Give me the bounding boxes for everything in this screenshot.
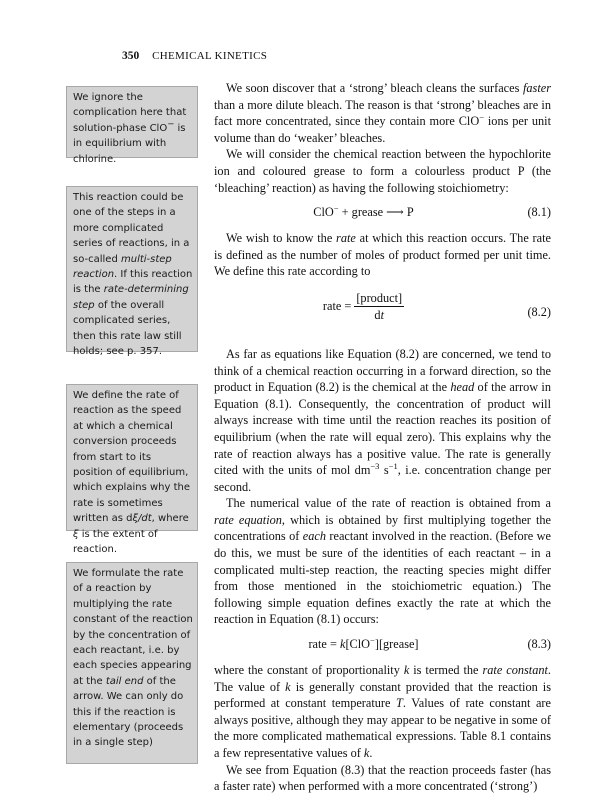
text-run: . The value of <box>214 663 551 694</box>
italic-text: each <box>302 529 326 544</box>
margin-note <box>66 384 198 556</box>
text-run: . <box>369 746 373 760</box>
fraction-denominator: dt <box>374 307 384 322</box>
text-run: s <box>379 463 389 478</box>
italic-text: rate-determining step <box>73 284 189 311</box>
running-title: CHEMICAL KINETICS <box>152 50 268 62</box>
equation <box>214 204 551 226</box>
equation <box>214 290 551 336</box>
text-run: is the extent of reaction. <box>73 528 158 556</box>
italic-text: k <box>403 663 410 678</box>
text-run: is generally constant provided that the reaction is performed at constant temperature <box>214 679 552 711</box>
margin-note <box>66 186 198 358</box>
superscript: −3 <box>370 461 380 471</box>
text-run: [ClO <box>345 637 371 652</box>
italic-text: rate equation <box>214 512 282 527</box>
text-run: ClO <box>313 205 334 220</box>
equation-number: (8.1) <box>527 205 551 220</box>
margin-note <box>66 562 198 764</box>
text-run: As far as equations like Equation (8.2) are concerned, we tend to think of a chemical reaction occurring in a forward direction, so the product in Equation (8.2) is the chemical at the <box>214 346 551 395</box>
text-run: We formulate the rate of a reaction by multiplying the rate constant of the reaction by the concentration of each reactant, i.e. by each species appearing at the <box>73 568 193 687</box>
text-run: than a more dilute bleach. The reason is that ‘strong’ bleaches are in fact more concentrated, since they contain more ClO <box>214 97 551 129</box>
text-run: We wish to know the <box>226 231 337 246</box>
italic-text: rate constant <box>482 663 548 678</box>
text-run: . If this reaction is the <box>73 269 193 296</box>
text-run: We will consider the chemical reaction between the hypochlorite ion and coloured grease to form a colourless product P (the ‘bleaching’ reaction) as having the following stoichiometry: <box>214 147 551 195</box>
page-header <box>122 50 267 62</box>
text-run: We ignore the complication here that solution-phase ClO <box>73 92 187 134</box>
text-run: is in equilibrium with chlorine. <box>73 122 186 165</box>
body-paragraph <box>214 495 551 628</box>
body-paragraph <box>214 346 551 495</box>
text-run: We soon discover that a ‘strong’ bleach cleans the surfaces <box>226 81 523 95</box>
italic-text: head <box>450 380 475 395</box>
text-run: , i.e. concentration change per second. <box>214 463 551 494</box>
superscript: − <box>370 634 375 645</box>
italic-text: rate <box>336 231 356 246</box>
text-run: of the arrow in Equation (8.1). Consequently, the concentration of product will always increase with time until the reaction reaches its position of equilibrium (when the rate will equal zero). This explains why the rate of reaction always has a positive value. The rate is generally cited with the units of mol dm <box>214 380 551 478</box>
italic-text: ξ <box>73 528 79 540</box>
superscript: −1 <box>388 461 398 471</box>
equation-body <box>214 204 513 221</box>
text-run: at which this reaction occurs. The rate is defined as the number of moles of product formed per unit time. We define this rate according to <box>214 231 551 279</box>
text-run: This reaction could be one of the steps in a more complicated series of reactions, in a so-called <box>73 192 190 265</box>
italic-text: multi-step reaction <box>73 253 172 281</box>
equation-body <box>214 636 513 653</box>
body-paragraph <box>214 762 551 795</box>
italic-text: tail end <box>105 675 144 687</box>
body-paragraph <box>214 662 551 762</box>
text-run: ][grease] <box>374 637 419 652</box>
text-run: We see from Equation (8.3) that the reaction proceeds faster (has a faster rate) when performed with a more concentrated (‘strong’) <box>214 762 551 794</box>
equation-number: (8.3) <box>527 637 551 652</box>
italic-text: faster <box>522 81 551 95</box>
page-number: 350 <box>122 50 140 62</box>
equation-lhs: rate = <box>322 299 352 314</box>
text-run: , where <box>151 513 189 525</box>
superscript: − <box>333 203 339 214</box>
text-run: . Values of rate constant are always positive, although they may appear to be negative in some of the more complicated mathematical expressions. Table 8.1 contains a few representative values of <box>214 696 551 760</box>
text-run: of the arrow. We can only do this if the reaction is elementary (proceeds in a single step) <box>73 675 184 749</box>
text-run: of the overall complicated series, then this rate law still holds; see p. 357. <box>73 299 182 358</box>
italic-text: k <box>363 746 370 760</box>
body-paragraph <box>214 146 551 196</box>
italic-text: k <box>285 679 291 694</box>
margin-note <box>66 86 198 165</box>
superscript: − <box>167 119 175 130</box>
equation-body <box>214 290 513 323</box>
text-run: is termed the <box>409 663 483 678</box>
main-text-column <box>214 80 551 795</box>
text-run: The numerical value of the rate of reaction is obtained from a <box>226 496 551 511</box>
superscript: − <box>479 112 484 123</box>
equation <box>214 636 551 658</box>
italic-text: ξ/dt <box>132 513 152 525</box>
fraction-numerator: [product] <box>356 290 403 305</box>
text-run: We define the rate of reaction as the speed at which a chemical conversion proceeds from start to its position of equilibrium, which explains why the rate is sometimes written as d <box>73 390 190 525</box>
fraction <box>354 290 404 323</box>
text-run: rate = <box>308 637 340 652</box>
text-run: ions per unit volume than do ‘weaker’ bleaches. <box>214 114 551 145</box>
italic-text: T <box>396 696 403 711</box>
text-run: + grease ⟶ P <box>338 205 414 220</box>
text-run: reactant involved in the reaction. (Before we do this, we must be sure of the identities of each reactant – in a complicated multi-step reaction, the reacting species might differ from those mentioned in the stoichiometric equation.) The following simple equation defines exactly the rate at which the reaction in Equation (8.1) occurs: <box>214 529 551 627</box>
text-run: where the constant of proportionality <box>214 663 404 678</box>
body-paragraph <box>214 230 551 280</box>
equation-number: (8.2) <box>527 304 551 319</box>
italic-text: k <box>339 637 346 652</box>
body-paragraph <box>214 80 551 146</box>
text-run: , which is obtained by first multiplying together the concentrations of <box>214 512 551 544</box>
